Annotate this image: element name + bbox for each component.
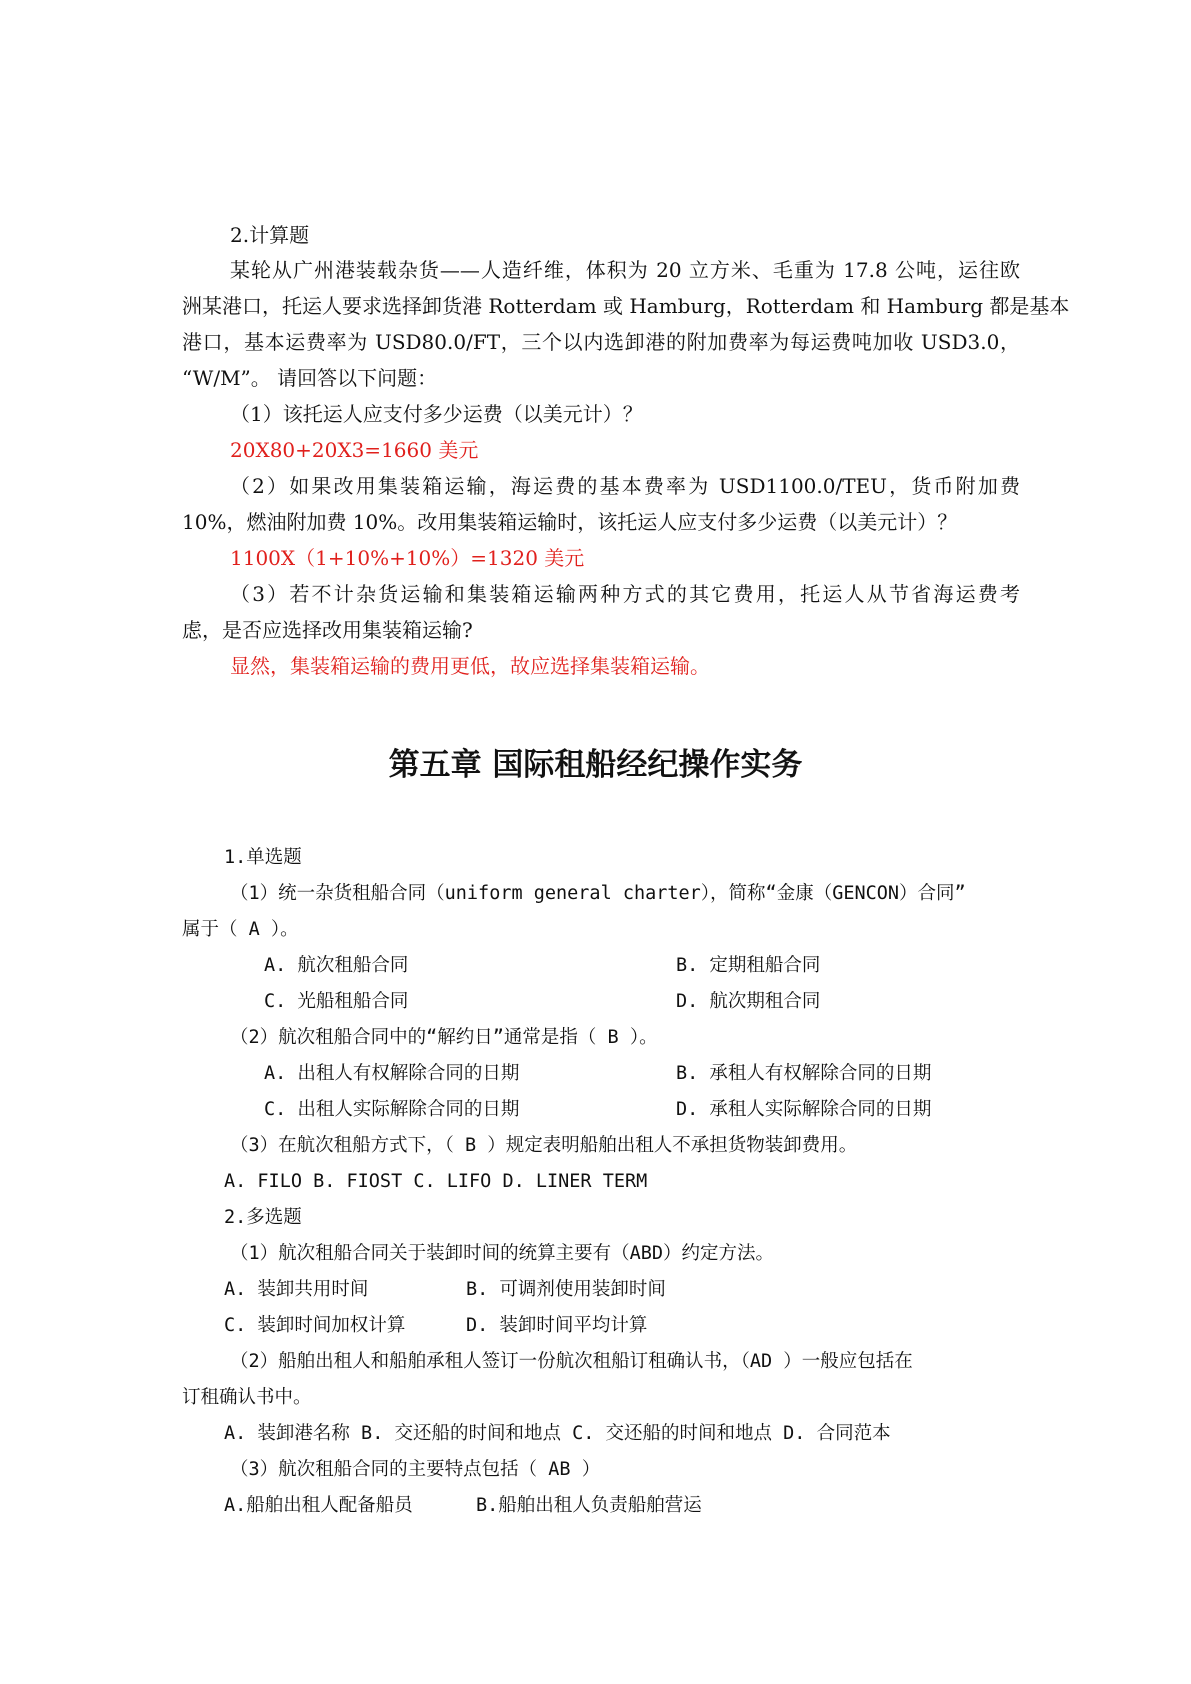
single-q3-options: A. FILO B. FIOST C. LIFO D. LINER TERM [224,1171,648,1192]
chapter-title: 第五章 国际租船经纪操作实务 [388,747,803,783]
calc-question-3-line-1: （3）若不计杂货运输和集装箱运输两种方式的其它费用，托运人从节省海运费考 [230,582,1020,606]
multi-question-3: （3）航次租船合同的主要特点包括（ AB ） [230,1459,601,1480]
calc-answer-3: 显然，集装箱运输的费用更低，故应选择集装箱运输。 [230,654,710,678]
calc-paragraph-line-2: 洲某港口，托运人要求选择卸货港 Rotterdam 或 Hamburg，Rotterdam 和 Hamburg 都是基本 [182,294,1070,318]
single-q1-option-d: D. 航次期租合同 [676,991,821,1012]
multi-heading: 2.多选题 [224,1207,302,1228]
multi-q1-option-d: D. 装卸时间平均计算 [466,1315,648,1336]
calc-answer-2: 1100X（1+10%+10%）=1320 美元 [230,546,585,570]
single-q2-option-c: C. 出租人实际解除合同的日期 [264,1099,520,1120]
single-question-1-line-2: 属于（ A ）。 [182,919,299,940]
multi-q3-option-b: B.船舶出租人负责船舶营运 [476,1495,702,1516]
single-q2-option-b: B. 承租人有权解除合同的日期 [676,1063,932,1084]
calc-heading: 2.计算题 [230,223,310,247]
calc-question-2-line-2: 10%，燃油附加费 10%。改用集装箱运输时，该托运人应支付多少运费（以美元计）？ [182,510,958,534]
multi-question-2-line-1: （2）船舶出租人和船舶承租人签订一份航次租船订租确认书，（AD ）一般应包括在 [230,1351,913,1372]
calc-paragraph-line-4: “W/M”。 请回答以下问题： [182,366,438,390]
calc-question-1: （1）该托运人应支付多少运费（以美元计）？ [230,402,643,426]
multi-q1-option-b: B. 可调剂使用装卸时间 [466,1279,666,1300]
single-question-2: （2）航次租船合同中的“解约日”通常是指（ B ）。 [230,1027,658,1048]
single-heading: 1.单选题 [224,847,302,868]
single-q2-option-d: D. 承租人实际解除合同的日期 [676,1099,932,1120]
multi-q2-options: A. 装卸港名称 B. 交还船的时间和地点 C. 交还船的时间和地点 D. 合同范本 [224,1423,891,1444]
calc-paragraph-line-1: 某轮从广州港装载杂货——人造纤维，体积为 20 立方米、毛重为 17.8 公吨，运往欧 [230,258,1020,282]
multi-question-1: （1）航次租船合同关于装卸时间的统算主要有（ABD）约定方法。 [230,1243,775,1264]
calc-answer-1: 20X80+20X3=1660 美元 [230,438,479,462]
single-q2-option-a: A. 出租人有权解除合同的日期 [264,1063,520,1084]
multi-q3-option-a: A.船舶出租人配备船员 [224,1495,413,1516]
single-q1-option-a: A. 航次租船合同 [264,955,409,976]
single-question-1-line-1: （1）统一杂货租船合同（uniform general charter），简称“金康（GENCON）合同” [230,883,966,904]
multi-q1-option-c: C. 装卸时间加权计算 [224,1315,406,1336]
single-question-3: （3）在航次租船方式下，（ B ）规定表明船舶出租人不承担货物装卸费用。 [230,1135,858,1156]
calc-paragraph-line-3: 港口，基本运费率为 USD80.0/FT，三个以内选卸港的附加费率为每运费吨加收 USD3.0， [182,330,1020,354]
multi-q1-option-a: A. 装卸共用时间 [224,1279,369,1300]
single-q1-option-b: B. 定期租船合同 [676,955,821,976]
single-q1-option-c: C. 光船租船合同 [264,991,409,1012]
multi-question-2-line-2: 订租确认书中。 [182,1387,312,1408]
calc-question-2-line-1: （2）如果改用集装箱运输，海运费的基本费率为 USD1100.0/TEU，货币附加费 [230,474,1020,498]
calc-question-3-line-2: 虑，是否应选择改用集装箱运输? [182,618,473,642]
